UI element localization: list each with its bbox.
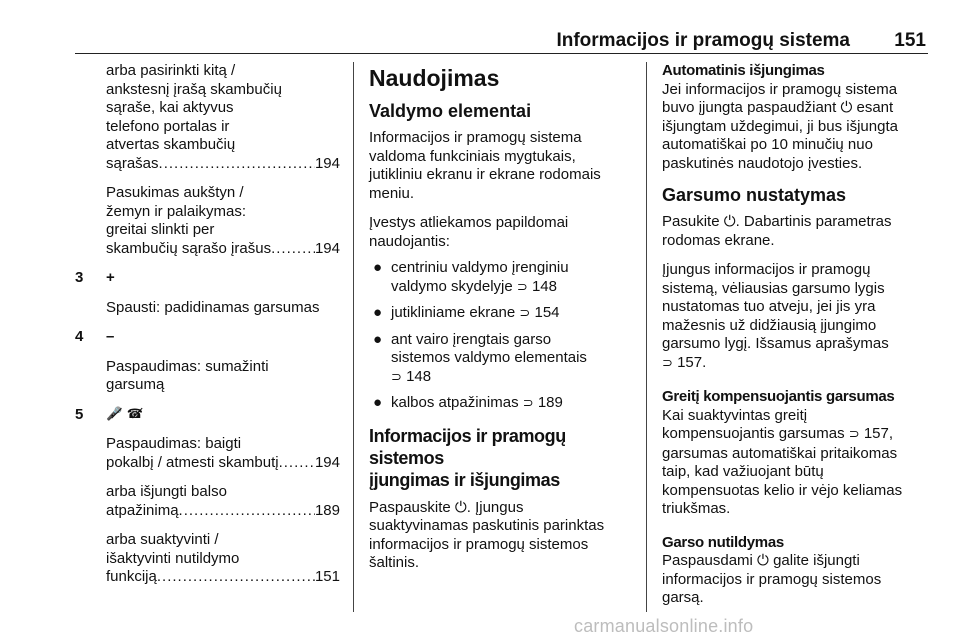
toc-leader-line[interactable]: pokalbį / atmesti skambutį ..... 194 [106,454,340,473]
watermark: carmanualsonline.info [574,616,754,636]
volume-paragraph: Pasukite ⏻. Dabartinis parametras rodomas ekrane. [662,213,892,249]
controls-list [369,259,634,414]
heading-auto-off: Automatinis išjungimas [662,62,825,79]
page-ref[interactable]: 148 [531,277,557,295]
page-header-title: Informacijos ir pramogų sistema [556,30,850,51]
intro-paragraph-2: Įvestys atliekamos papildomai naudojantis: [369,214,569,250]
page-ref-icon: ⊃ [662,355,673,371]
subsection-heading-onoff: Informacijos ir pramogų sistemos įjungimas ir išjungimas [369,425,566,490]
page-ref-icon: ⊃ [522,396,534,411]
mute-paragraph: Paspausdami ⏻ galite išjungti informacijos ir pramogų sistemos garsą. [662,552,882,606]
auto-off-paragraph: Jei informacijos ir pramogų sistema buvo įjungta paspaudžiant ⏻ esant išjungtam uždegimui, ji bus išjungta automatiškai po 10 minučių nuo paskutinės naudotojo įvesties. [662,80,898,172]
item-5-desc: Paspaudimas: baigti pokalbį / atmesti skambutį ..... 194 arba išjungti balso atpažinimą ..... 189 arba suaktyvinti / išaktyvinti nutildymo funkciją ..... 151 [75,435,340,587]
list-item: ● centriniu valdymo įrenginiu valdymo skydelyje ⊃ 148 [373,259,569,295]
column-2 [369,62,634,584]
paragraph-phone-list: arba pasirinkti kitą / ankstesnį įrašą skambučių sąraše, kai aktyvus telefono portalas ir atvertas skambučių sąrašas ..... 194 [75,62,340,173]
list-item: ● jutikliniame ekrane ⊃ 154 [373,304,560,321]
item-3-desc: Spausti: padidinamas garsumas [106,298,320,316]
heading-volume: Garsumo nustatymas [662,185,847,205]
toc-leader-line[interactable]: funkciją ..... 151 [106,568,340,587]
page-ref-icon: ⊃ [519,306,531,321]
heading-mute: Garso nutildymas [662,533,784,551]
onoff-paragraph: Paspauskite ⏻. Įjungus suaktyvinamas paskutinis parinktas informacijos ir pramogų sistemos šaltinis. [369,498,605,571]
heading-speed-volume: Greitį kompensuojantis garsumas [662,388,895,405]
item-4-desc: Paspaudimas: sumažinti garsumą [106,357,269,393]
toc-leader-line[interactable]: skambučių sąrašo įrašus ..... 194 [106,240,340,259]
page-ref-icon: ⊃ [391,369,402,385]
section-heading: Naudojimas [369,65,500,91]
column-3 [662,62,930,619]
header-rule [75,53,928,54]
page-ref[interactable]: 189 [537,394,563,411]
toc-leader-line[interactable]: sąrašas ..... 194 [106,155,340,174]
page-ref[interactable]: 157, [863,425,894,442]
page-ref-icon: ⊃ [848,427,860,442]
toc-leader-line[interactable]: atpažinimą ..... 189 [106,502,340,521]
list-item: ● ant vairo įrengtais garso sistemos valdymo elementais ⊃ 148 [373,330,587,385]
item-4: 4 – [75,328,115,345]
page-ref[interactable]: 154 [534,304,560,321]
paragraph-scroll: Pasukimas aukštyn / žemyn ir palaikymas: greitai slinkti per skambučių sąrašo įrašus ..... 194 [75,184,340,258]
column-1 [75,62,340,587]
page-ref[interactable]: 157. [677,353,707,371]
page-number: 151 [894,30,926,51]
intro-paragraph: Informacijos ir pramogų sistema valdoma funkciniais mygtukais, jutikliniu ekranu ir ekrane rodomais meniu. [369,129,601,202]
speed-paragraph: Kai suaktyvintas greitį kompensuojantis garsumas ⊃ 157, garsumas automatiškai pritaikomas taip, kad važiuojant būtų kompensuotas kelio ir vėjo keliamas triukšmas. [662,406,903,517]
subsection-heading: Valdymo elementai [369,101,532,121]
item-5: 5 🎤̸ ☎̸ [75,405,143,423]
page-ref-icon: ⊃ [516,279,528,295]
mute-hangup-icon: 🎤̸ ☎̸ [106,406,143,422]
item-3: 3 + [75,269,115,286]
page-ref[interactable]: 148 [406,367,432,385]
column-divider-2 [646,62,647,612]
column-divider-1 [353,62,354,612]
volume-paragraph-2: Įjungus informacijos ir pramogų sistemą, vėliausias garsumo lygis nustatomas tuo atveju, jei jis yra mažesnis už didžiausią įjungimo garsumo lygį. Išsamus aprašymas ⊃ 157. [662,261,889,371]
list-item: ● kalbos atpažinimas ⊃ 189 [373,394,563,411]
